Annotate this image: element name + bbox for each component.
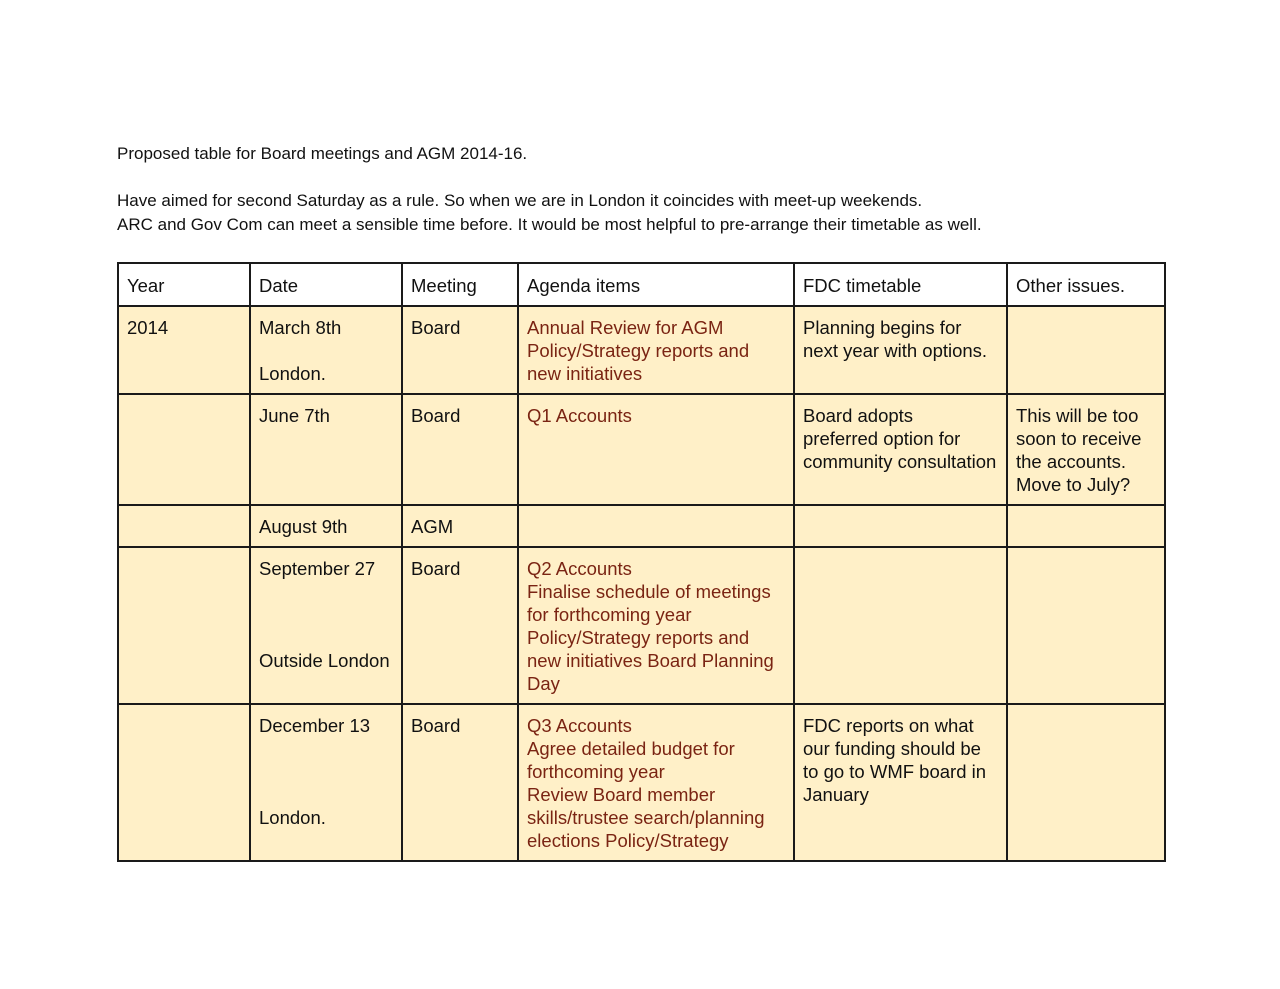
agenda-cell [518, 547, 794, 704]
header-year: Year [118, 263, 250, 306]
date-value: December 13 [259, 715, 371, 736]
date-cell [250, 306, 402, 394]
date-value: June 7th [259, 405, 330, 426]
header-fdc-timetable: FDC timetable [794, 263, 1007, 306]
meeting-value: Board [411, 558, 461, 579]
agenda-line: Annual Review for AGM [527, 317, 724, 338]
document-title: Proposed table for Board meetings and AGM 2014-16. [117, 144, 528, 163]
agenda-line: skills/trustee search/planning [527, 807, 765, 828]
agenda-line: elections Policy/Strategy [527, 830, 729, 851]
fdc-line: FDC reports on what [803, 715, 974, 736]
agenda-line: for forthcoming year [527, 604, 692, 625]
location-value: Outside London [259, 650, 390, 671]
date-value: September 27 [259, 558, 376, 579]
fdc-cell [794, 306, 1007, 394]
fdc-cell [794, 547, 1007, 704]
other-issues-cell [1007, 306, 1165, 394]
meeting-value: Board [411, 405, 461, 426]
year-cell [118, 394, 250, 505]
date-cell [250, 505, 402, 547]
meeting-cell [402, 306, 518, 394]
fdc-line: community consultation [803, 451, 997, 472]
other-issues-cell [1007, 704, 1165, 861]
intro-note-line-1: Have aimed for second Saturday as a rule. So when we are in London it coincides with meet-up weekends. [117, 191, 923, 210]
agenda-line: new initiatives Board Planning [527, 650, 774, 671]
header-date: Date [250, 263, 402, 306]
agenda-line: Agree detailed budget for [527, 738, 735, 759]
agenda-cell [518, 306, 794, 394]
meeting-cell [402, 704, 518, 861]
year-cell [118, 704, 250, 861]
table-row [118, 306, 1165, 394]
other-issues-cell [1007, 547, 1165, 704]
fdc-line: Board adopts [803, 405, 914, 426]
agenda-line: forthcoming year [527, 761, 665, 782]
year-cell [118, 306, 250, 394]
fdc-cell [794, 505, 1007, 547]
other-issues-cell [1007, 394, 1165, 505]
intro-note-line-2: ARC and Gov Com can meet a sensible time before. It would be most helpful to pre-arrange their timetable as well. [117, 215, 982, 234]
meeting-value: AGM [411, 516, 454, 537]
other-issues-line: soon to receive [1016, 428, 1142, 449]
table-row [118, 394, 1165, 505]
date-spacer [259, 737, 393, 806]
header-meeting: Meeting [402, 263, 518, 306]
fdc-line: preferred option for [803, 428, 961, 449]
agenda-cell [518, 394, 794, 505]
year-cell [118, 547, 250, 704]
agenda-line: Q2 Accounts [527, 558, 632, 579]
location-value: London. [259, 807, 326, 828]
fdc-line: our funding should be [803, 738, 981, 759]
table-row [118, 505, 1165, 547]
fdc-line: next year with options. [803, 340, 988, 361]
table-row [118, 547, 1165, 704]
agenda-line: Q1 Accounts [527, 405, 632, 426]
fdc-line: to go to WMF board in [803, 761, 987, 782]
agenda-line: Policy/Strategy reports and [527, 627, 750, 648]
year-value: 2014 [127, 317, 169, 338]
other-issues-cell [1007, 505, 1165, 547]
other-issues-line: Move to July? [1016, 474, 1131, 495]
date-spacer [259, 339, 393, 362]
date-cell [250, 704, 402, 861]
meeting-cell [402, 505, 518, 547]
agenda-line: Finalise schedule of meetings [527, 581, 771, 602]
other-issues-line: the accounts. [1016, 451, 1127, 472]
agenda-line: new initiatives [527, 363, 643, 384]
agenda-cell [518, 704, 794, 861]
table-header-row [118, 263, 1165, 306]
header-other-issues: Other issues. [1007, 263, 1165, 306]
fdc-line: Planning begins for [803, 317, 962, 338]
fdc-cell [794, 394, 1007, 505]
header-agenda-items: Agenda items [518, 263, 794, 306]
agenda-line: Review Board member [527, 784, 716, 805]
date-cell [250, 394, 402, 505]
meeting-schedule-table [117, 262, 1166, 862]
date-value: August 9th [259, 516, 348, 537]
agenda-line: Q3 Accounts [527, 715, 632, 736]
date-value: March 8th [259, 317, 342, 338]
agenda-line: Day [527, 673, 560, 694]
year-cell [118, 505, 250, 547]
table-row [118, 704, 1165, 861]
fdc-cell [794, 704, 1007, 861]
other-issues-line: This will be too [1016, 405, 1139, 426]
meeting-value: Board [411, 715, 461, 736]
fdc-line: January [803, 784, 869, 805]
meeting-cell [402, 394, 518, 505]
date-spacer [259, 580, 393, 649]
agenda-line: Policy/Strategy reports and [527, 340, 750, 361]
meeting-value: Board [411, 317, 461, 338]
location-value: London. [259, 363, 326, 384]
agenda-cell [518, 505, 794, 547]
meeting-cell [402, 547, 518, 704]
date-cell [250, 547, 402, 704]
